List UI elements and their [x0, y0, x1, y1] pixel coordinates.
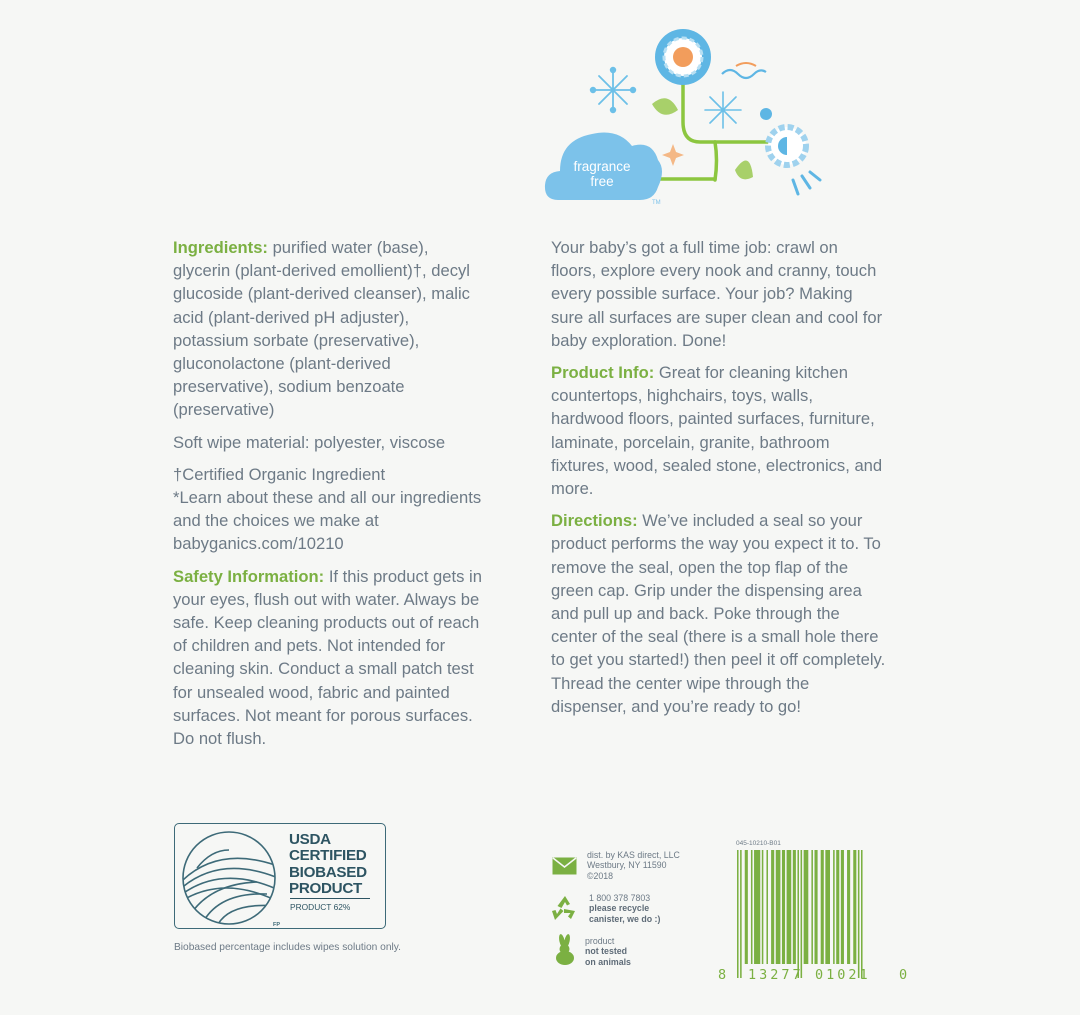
animals-line-1: product [585, 936, 615, 946]
barcode-bar [762, 850, 764, 964]
usda-percentage: PRODUCT 62% [290, 902, 351, 912]
barcode-bar [751, 850, 753, 964]
trademark: TM [652, 200, 661, 206]
barcode-id: 045-10210-B01 [736, 840, 781, 847]
barcode-bar [858, 850, 860, 978]
usda-divider [290, 898, 370, 899]
barcode-bar [861, 850, 863, 978]
product-info-text: Great for cleaning kitchen countertops, highchairs, toys, walls, hardwood floors, painted surfaces, furniture, laminate, porcelain, granite, bathroom fixtures, wood, sealed stone, electronics, and more. [551, 363, 883, 499]
barcode-left-digit: 8 [718, 967, 727, 983]
blue-flower-icon [655, 29, 711, 85]
barcode-bar [787, 850, 792, 964]
product-info-label: Product Info: [551, 363, 655, 383]
barcode-bar [797, 850, 799, 978]
intro-paragraph: Your baby’s got a full time job: crawl on floors, explore every nook and cranny, touch every possible surface. Your job? Making sure all surfaces are super clean and cool for baby exploration. Done! [551, 238, 883, 350]
barcode-bar [740, 850, 742, 978]
dist-line-2: Westbury, NY 11590 [587, 860, 667, 871]
organic-note: †Certified Organic Ingredient [173, 464, 386, 484]
distributor-address [587, 850, 680, 881]
usda-certification-box [174, 823, 386, 929]
usda-line-1: USDA [289, 831, 331, 848]
phone-number: 1 800 378 7803 [589, 893, 651, 903]
wipe-material: Soft wipe material: polyester, viscose [173, 432, 446, 452]
bunny-icon [553, 934, 577, 966]
fragrance-free-graphic [540, 22, 840, 212]
ingredients-text: purified water (base), glycerin (plant-derived emollient)†, decyl glucoside (plant-derived cleanser), malic acid (plant-derived pH adjuster), potassium sorbate (preservative), gluconolactone (plant-derived preservative), sodium benzoate (preservative) [173, 238, 470, 420]
barcode-bar [821, 850, 824, 964]
biobased-note: Biobased percentage includes wipes solution only. [174, 942, 401, 953]
recycle-line-2: canister, we do :) [589, 913, 661, 924]
barcode-bar [853, 850, 856, 964]
ingredients-label: Ingredients: [173, 238, 268, 257]
barcode-group-2: 01021 [815, 967, 871, 983]
barcode-bar [793, 850, 796, 964]
barcode-bar [801, 850, 803, 978]
barcode-group-1: 13277 [748, 967, 804, 983]
usda-mark: FP [273, 922, 281, 926]
barcode-bar [782, 850, 785, 964]
recycle-line-1: please recycle [589, 903, 650, 914]
badge-line-1: fragrance [573, 159, 631, 174]
learn-note: *Learn about these and all our ingredients and the choices we make at babyganics.com/10210 [173, 488, 482, 554]
cloud-icon [545, 133, 662, 201]
animals-line-3: on animals [585, 956, 631, 967]
gear-flower-icon [768, 127, 806, 165]
safety-text: If this product gets in your eyes, flush out with water. Always be safe. Keep cleaning products out of reach of children and pets. Not intended for cleaning skin. Conduct a small patch test for unsealed wood, fabric and painted surfaces. Not meant for porous surfaces. Do not flush. [173, 566, 482, 749]
usda-line-2: CERTIFIED [289, 847, 367, 865]
product-info-paragraph [551, 361, 886, 500]
badge-line-2: free [590, 174, 614, 189]
leaf-icon [735, 161, 753, 180]
envelope-icon [552, 857, 577, 875]
stem-icon [658, 82, 770, 180]
barcode-bar [737, 850, 739, 978]
wave-icon [722, 70, 766, 78]
half-circle-icon [760, 108, 772, 120]
barcode-bar [833, 850, 835, 964]
wave-icon [736, 63, 756, 66]
sparkle-icon [662, 144, 684, 166]
snowflake-small-icon [705, 92, 741, 128]
safety-paragraph [173, 565, 483, 751]
barcode-bar [754, 850, 760, 964]
barcode-bar [847, 850, 850, 964]
usda-landscape-icon [177, 828, 285, 926]
safety-label: Safety Information: [173, 566, 325, 586]
usda-title [289, 832, 367, 898]
dist-line-1: dist. by KAS direct, LLC [587, 850, 680, 860]
usda-line-3: BIOBASED [289, 863, 367, 881]
barcode-bar [811, 850, 813, 964]
usda-line-4: PRODUCT [289, 880, 362, 898]
recycle-info [589, 893, 660, 924]
barcode [735, 850, 895, 978]
directions-label: Directions: [551, 511, 638, 531]
dist-line-3: ©2018 [587, 870, 614, 881]
barcode-bar [841, 850, 844, 964]
recycle-icon [551, 894, 579, 922]
barcode-right-digit: 0 [899, 967, 908, 983]
barcode-bar [776, 850, 781, 964]
ingredients-paragraph [173, 236, 483, 422]
barcode-bar [745, 850, 748, 964]
right-column [551, 236, 886, 727]
directions-paragraph [551, 509, 886, 718]
barcode-bar [836, 850, 839, 964]
barcode-bar [815, 850, 818, 964]
barcode-bar [771, 850, 774, 964]
cruelty-free-info [585, 936, 631, 967]
barcode-bar [766, 850, 768, 964]
dash-rays-icon [793, 172, 820, 194]
directions-text: We’ve included a seal so your product performs the way you expect it to. To remove the seal, open the top flap of the green cap. Grip under the dispensing area and pull up and back. Poke through the center of the seal (there is a small hole there to get you started!) then peel it off completely. Thread the center wipe through the dispenser, and you’re ready to go! [551, 511, 886, 716]
leaf-icon [652, 98, 678, 115]
left-column [173, 236, 483, 759]
animals-line-2: not tested [585, 946, 628, 957]
snowflake-icon [591, 68, 636, 113]
barcode-bar [825, 850, 830, 964]
barcode-bar [804, 850, 809, 964]
